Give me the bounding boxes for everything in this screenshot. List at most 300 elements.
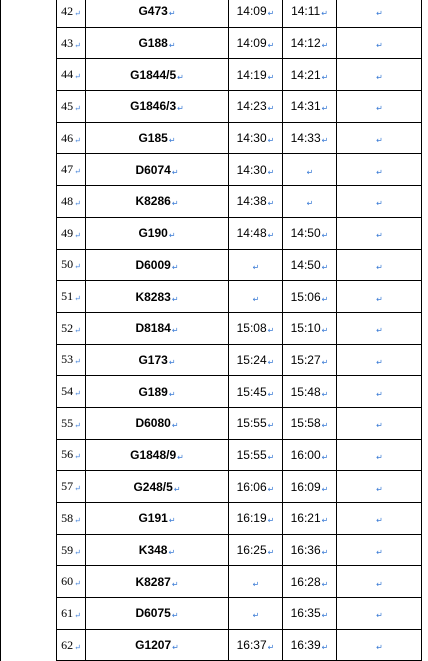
departure-time-cell	[283, 312, 337, 344]
paragraph-mark-icon: ↵	[267, 72, 275, 82]
train-number-cell	[86, 91, 229, 123]
departure-time-cell	[283, 439, 337, 471]
note-cell	[337, 566, 422, 598]
paragraph-mark-icon: ↵	[252, 579, 260, 589]
arrival-time-cell	[229, 281, 283, 313]
paragraph-mark-icon: ↵	[74, 547, 81, 557]
paragraph-mark-icon: ↵	[74, 262, 81, 272]
train-number-cell	[86, 59, 229, 91]
arrival-time-cell	[229, 0, 283, 27]
note-cell	[337, 312, 422, 344]
paragraph-mark-icon: ↵	[376, 9, 383, 19]
row-number-cell	[57, 27, 86, 59]
paragraph-mark-icon: ↵	[321, 357, 329, 367]
table-row	[57, 471, 422, 503]
paragraph-mark-icon: ↵	[376, 484, 383, 494]
row-number-cell	[57, 376, 86, 408]
arrival-time-text: 15:24	[236, 352, 267, 367]
train-number-cell	[86, 249, 229, 281]
train-number-cell	[86, 629, 229, 661]
paragraph-mark-icon: ↵	[376, 199, 383, 209]
arrival-time-cell	[229, 186, 283, 218]
departure-time-cell	[283, 281, 337, 313]
arrival-time-cell	[229, 566, 283, 598]
table-row	[57, 27, 422, 59]
table-row	[57, 281, 422, 313]
paragraph-mark-icon: ↵	[168, 389, 176, 399]
departure-time-text: 16:35	[290, 606, 321, 621]
table-row	[57, 503, 422, 535]
paragraph-mark-icon: ↵	[321, 516, 329, 526]
paragraph-mark-icon: ↵	[168, 231, 176, 241]
train-number-cell	[86, 154, 229, 186]
departure-time-text: 15:58	[290, 416, 321, 431]
note-cell	[337, 91, 422, 123]
row-number-text: 56	[61, 447, 74, 462]
note-cell	[337, 186, 422, 218]
arrival-time-cell	[229, 154, 283, 186]
row-number-cell	[57, 503, 86, 535]
arrival-time-cell	[229, 91, 283, 123]
paragraph-mark-icon: ↵	[376, 326, 383, 336]
departure-time-text: 14:21	[290, 67, 321, 82]
note-cell	[337, 59, 422, 91]
arrival-time-cell	[229, 503, 283, 535]
departure-time-cell	[283, 217, 337, 249]
train-number-text: D6080	[135, 416, 171, 431]
row-number-text: 53	[61, 352, 74, 367]
paragraph-mark-icon: ↵	[74, 135, 81, 145]
paragraph-mark-icon: ↵	[171, 294, 179, 304]
paragraph-mark-icon: ↵	[267, 326, 275, 336]
arrival-time-cell	[229, 122, 283, 154]
note-cell	[337, 27, 422, 59]
arrival-time-cell	[229, 598, 283, 630]
arrival-time-text: 14:09	[236, 36, 267, 51]
paragraph-mark-icon: ↵	[267, 167, 275, 177]
row-number-text: 47	[61, 162, 74, 177]
timetable-body	[57, 0, 422, 661]
paragraph-mark-icon: ↵	[74, 484, 81, 494]
train-number-text: G1207	[135, 638, 172, 653]
paragraph-mark-icon: ↵	[321, 643, 329, 653]
arrival-time-text: 16:06	[236, 479, 267, 494]
row-number-cell	[57, 534, 86, 566]
paragraph-mark-icon: ↵	[376, 262, 383, 272]
arrival-time-text: 16:19	[236, 511, 267, 526]
paragraph-mark-icon: ↵	[321, 104, 329, 114]
arrival-time-text: 15:55	[236, 416, 267, 431]
paragraph-mark-icon: ↵	[168, 516, 176, 526]
paragraph-mark-icon: ↵	[376, 643, 383, 653]
table-row	[57, 217, 422, 249]
row-number-cell	[57, 471, 86, 503]
paragraph-mark-icon: ↵	[171, 421, 179, 431]
departure-time-text: 14:33	[290, 131, 321, 146]
train-number-text: G1846/3	[130, 99, 177, 114]
arrival-time-text: 14:38	[236, 194, 267, 209]
row-number-cell	[57, 91, 86, 123]
paragraph-mark-icon: ↵	[267, 452, 275, 462]
paragraph-mark-icon: ↵	[321, 231, 329, 241]
arrival-time-cell	[229, 534, 283, 566]
train-number-cell	[86, 471, 229, 503]
arrival-time-cell	[229, 344, 283, 376]
paragraph-mark-icon: ↵	[267, 9, 275, 19]
paragraph-mark-icon: ↵	[74, 420, 81, 430]
train-number-cell	[86, 0, 229, 27]
table-row	[57, 59, 422, 91]
paragraph-mark-icon: ↵	[376, 452, 383, 462]
arrival-time-text: 14:30	[236, 131, 267, 146]
paragraph-mark-icon: ↵	[171, 326, 179, 336]
paragraph-mark-icon: ↵	[321, 262, 329, 272]
departure-time-cell	[283, 249, 337, 281]
row-number-text: 42	[61, 3, 74, 18]
paragraph-mark-icon: ↵	[267, 389, 275, 399]
paragraph-mark-icon: ↵	[252, 262, 260, 272]
paragraph-mark-icon: ↵	[171, 579, 179, 589]
paragraph-mark-icon: ↵	[376, 104, 383, 114]
departure-time-cell	[283, 407, 337, 439]
paragraph-mark-icon: ↵	[267, 136, 275, 146]
train-number-text: K348	[138, 543, 168, 558]
paragraph-mark-icon: ↵	[376, 389, 383, 399]
paragraph-mark-icon: ↵	[267, 41, 275, 51]
train-number-cell	[86, 122, 229, 154]
paragraph-mark-icon: ↵	[168, 41, 176, 51]
arrival-time-text: 15:55	[236, 447, 267, 462]
paragraph-mark-icon: ↵	[376, 611, 383, 621]
row-number-cell	[57, 598, 86, 630]
paragraph-mark-icon: ↵	[376, 294, 383, 304]
train-number-text: G188	[138, 36, 168, 51]
row-number-cell	[57, 344, 86, 376]
arrival-time-text: 15:08	[236, 321, 267, 336]
departure-time-text: 16:39	[290, 638, 321, 653]
departure-time-cell	[283, 629, 337, 661]
train-number-cell	[86, 598, 229, 630]
arrival-time-cell	[229, 249, 283, 281]
departure-time-text: 16:21	[290, 511, 321, 526]
paragraph-mark-icon: ↵	[376, 136, 383, 146]
table-row	[57, 407, 422, 439]
row-number-cell	[57, 439, 86, 471]
arrival-time-text: 14:09	[236, 4, 267, 19]
row-number-text: 55	[61, 415, 74, 430]
departure-time-text: 14:31	[290, 99, 321, 114]
paragraph-mark-icon: ↵	[321, 548, 329, 558]
table-row	[57, 344, 422, 376]
departure-time-cell	[283, 59, 337, 91]
departure-time-cell	[283, 122, 337, 154]
train-number-text: G473	[138, 4, 168, 19]
row-number-text: 54	[61, 384, 74, 399]
arrival-time-cell	[229, 59, 283, 91]
row-number-text: 58	[61, 510, 74, 525]
paragraph-mark-icon: ↵	[168, 548, 176, 558]
arrival-time-cell	[229, 439, 283, 471]
note-cell	[337, 598, 422, 630]
departure-time-text: 14:12	[290, 36, 321, 51]
note-cell	[337, 281, 422, 313]
paragraph-mark-icon: ↵	[376, 421, 383, 431]
paragraph-mark-icon: ↵	[74, 8, 81, 18]
table-row	[57, 534, 422, 566]
note-cell	[337, 534, 422, 566]
departure-time-text: 16:36	[290, 543, 321, 558]
table-row	[57, 186, 422, 218]
paragraph-mark-icon: ↵	[171, 262, 179, 272]
paragraph-mark-icon: ↵	[74, 167, 81, 177]
departure-time-text: 15:27	[290, 352, 321, 367]
train-number-cell	[86, 566, 229, 598]
departure-time-text: 16:28	[290, 574, 321, 589]
paragraph-mark-icon: ↵	[267, 357, 275, 367]
train-number-cell	[86, 407, 229, 439]
departure-time-cell	[283, 503, 337, 535]
train-number-text: G1844/5	[130, 67, 177, 82]
departure-time-cell	[283, 376, 337, 408]
paragraph-mark-icon: ↵	[267, 548, 275, 558]
row-number-text: 52	[61, 320, 74, 335]
paragraph-mark-icon: ↵	[74, 389, 81, 399]
table-row	[57, 376, 422, 408]
paragraph-mark-icon: ↵	[172, 643, 179, 653]
row-number-text: 43	[61, 35, 74, 50]
departure-time-cell	[283, 566, 337, 598]
paragraph-mark-icon: ↵	[74, 198, 81, 208]
train-number-cell	[86, 376, 229, 408]
paragraph-mark-icon: ↵	[376, 579, 383, 589]
arrival-time-cell	[229, 471, 283, 503]
paragraph-mark-icon: ↵	[321, 421, 329, 431]
note-cell	[337, 471, 422, 503]
paragraph-mark-icon: ↵	[267, 231, 275, 241]
paragraph-mark-icon: ↵	[321, 484, 329, 494]
row-number-cell	[57, 186, 86, 218]
row-number-cell	[57, 154, 86, 186]
paragraph-mark-icon: ↵	[267, 421, 275, 431]
paragraph-mark-icon: ↵	[74, 610, 81, 620]
note-cell	[337, 122, 422, 154]
paragraph-mark-icon: ↵	[267, 516, 275, 526]
paragraph-mark-icon: ↵	[321, 611, 329, 621]
paragraph-mark-icon: ↵	[321, 9, 328, 19]
paragraph-mark-icon: ↵	[74, 452, 81, 462]
train-number-text: G190	[138, 226, 168, 241]
departure-time-cell	[283, 91, 337, 123]
train-number-text: G191	[138, 511, 168, 526]
train-number-text: D6074	[135, 162, 171, 177]
paragraph-mark-icon: ↵	[376, 231, 383, 241]
paragraph-mark-icon: ↵	[74, 515, 81, 525]
row-number-text: 44	[61, 67, 74, 82]
train-number-text: K8286	[135, 194, 171, 209]
paragraph-mark-icon: ↵	[252, 611, 260, 621]
paragraph-mark-icon: ↵	[74, 230, 81, 240]
page-left-edge	[0, 0, 1, 661]
arrival-time-cell	[229, 629, 283, 661]
arrival-time-text: 16:37	[236, 638, 267, 653]
departure-time-text: 16:09	[290, 479, 321, 494]
table-row	[57, 629, 422, 661]
departure-time-cell	[283, 27, 337, 59]
paragraph-mark-icon: ↵	[321, 72, 329, 82]
paragraph-mark-icon: ↵	[267, 199, 275, 209]
note-cell	[337, 0, 422, 27]
row-number-text: 62	[61, 637, 74, 652]
paragraph-mark-icon: ↵	[177, 104, 184, 114]
paragraph-mark-icon: ↵	[177, 72, 184, 82]
train-number-text: K8283	[135, 289, 171, 304]
row-number-text: 45	[61, 98, 74, 113]
table-row	[57, 312, 422, 344]
train-number-text: D8184	[135, 321, 171, 336]
row-number-cell	[57, 59, 86, 91]
arrival-time-text: 14:23	[236, 99, 267, 114]
paragraph-mark-icon: ↵	[306, 167, 314, 177]
row-number-text: 61	[61, 605, 74, 620]
arrival-time-cell	[229, 27, 283, 59]
departure-time-cell	[283, 186, 337, 218]
departure-time-text: 15:10	[290, 321, 321, 336]
departure-time-cell	[283, 598, 337, 630]
paragraph-mark-icon: ↵	[74, 325, 81, 335]
row-number-cell	[57, 629, 86, 661]
departure-time-cell	[283, 154, 337, 186]
row-number-cell	[57, 312, 86, 344]
row-number-text: 57	[61, 479, 74, 494]
row-number-text: 51	[61, 289, 74, 304]
note-cell	[337, 407, 422, 439]
paragraph-mark-icon: ↵	[267, 104, 275, 114]
table-row	[57, 91, 422, 123]
departure-time-text: 15:06	[290, 289, 321, 304]
row-number-text: 49	[61, 225, 74, 240]
table-row	[57, 154, 422, 186]
note-cell	[337, 249, 422, 281]
train-number-cell	[86, 186, 229, 218]
paragraph-mark-icon: ↵	[321, 294, 329, 304]
paragraph-mark-icon: ↵	[74, 357, 81, 367]
note-cell	[337, 154, 422, 186]
row-number-text: 48	[61, 193, 74, 208]
paragraph-mark-icon: ↵	[177, 452, 184, 462]
paragraph-mark-icon: ↵	[171, 199, 179, 209]
train-number-cell	[86, 503, 229, 535]
arrival-time-cell	[229, 376, 283, 408]
paragraph-mark-icon: ↵	[376, 72, 383, 82]
departure-time-text: 16:00	[290, 447, 321, 462]
table-row	[57, 439, 422, 471]
paragraph-mark-icon: ↵	[321, 136, 329, 146]
train-number-cell	[86, 281, 229, 313]
paragraph-mark-icon: ↵	[376, 41, 383, 51]
train-number-text: D6075	[135, 606, 171, 621]
paragraph-mark-icon: ↵	[74, 642, 81, 652]
note-cell	[337, 217, 422, 249]
note-cell	[337, 629, 422, 661]
row-number-text: 59	[61, 542, 74, 557]
arrival-time-cell	[229, 312, 283, 344]
train-number-cell	[86, 217, 229, 249]
train-number-text: G189	[138, 384, 168, 399]
arrival-time-text: 16:25	[236, 543, 267, 558]
train-number-text: G1848/9	[130, 447, 177, 462]
paragraph-mark-icon: ↵	[74, 40, 81, 50]
paragraph-mark-icon: ↵	[267, 643, 275, 653]
row-number-text: 50	[61, 257, 74, 272]
table-row	[57, 122, 422, 154]
note-cell	[337, 439, 422, 471]
table-row	[57, 598, 422, 630]
note-cell	[337, 376, 422, 408]
row-number-cell	[57, 217, 86, 249]
table-row	[57, 0, 422, 27]
paragraph-mark-icon: ↵	[168, 357, 176, 367]
arrival-time-cell	[229, 407, 283, 439]
paragraph-mark-icon: ↵	[171, 167, 179, 177]
train-number-cell	[86, 27, 229, 59]
departure-time-text: 15:48	[290, 384, 321, 399]
train-timetable	[56, 0, 422, 661]
train-number-text: G248/5	[133, 479, 173, 494]
paragraph-mark-icon: ↵	[376, 516, 383, 526]
train-number-cell	[86, 439, 229, 471]
paragraph-mark-icon: ↵	[74, 103, 81, 113]
train-number-cell	[86, 344, 229, 376]
table-row	[57, 566, 422, 598]
paragraph-mark-icon: ↵	[321, 41, 329, 51]
row-number-cell	[57, 122, 86, 154]
paragraph-mark-icon: ↵	[74, 579, 81, 589]
arrival-time-text: 14:48	[236, 226, 267, 241]
paragraph-mark-icon: ↵	[376, 167, 383, 177]
arrival-time-text: 14:30	[236, 162, 267, 177]
paragraph-mark-icon: ↵	[306, 199, 314, 209]
table-row	[57, 249, 422, 281]
paragraph-mark-icon: ↵	[173, 484, 181, 494]
note-cell	[337, 503, 422, 535]
departure-time-text: 14:50	[290, 226, 321, 241]
train-number-text: G185	[138, 131, 168, 146]
paragraph-mark-icon: ↵	[321, 579, 329, 589]
paragraph-mark-icon: ↵	[252, 294, 260, 304]
train-number-text: K8287	[135, 574, 171, 589]
departure-time-text: 14:50	[290, 257, 321, 272]
paragraph-mark-icon: ↵	[168, 9, 176, 19]
arrival-time-text: 15:45	[236, 384, 267, 399]
paragraph-mark-icon: ↵	[376, 548, 383, 558]
paragraph-mark-icon: ↵	[171, 611, 179, 621]
paragraph-mark-icon: ↵	[74, 294, 81, 304]
paragraph-mark-icon: ↵	[74, 72, 81, 82]
train-number-text: G173	[138, 352, 168, 367]
paragraph-mark-icon: ↵	[321, 326, 329, 336]
paragraph-mark-icon: ↵	[267, 484, 275, 494]
train-number-cell	[86, 312, 229, 344]
train-number-cell	[86, 534, 229, 566]
note-cell	[337, 344, 422, 376]
train-number-text: D6009	[135, 257, 171, 272]
departure-time-text: 14:11	[291, 4, 321, 19]
paragraph-mark-icon: ↵	[168, 136, 176, 146]
row-number-cell	[57, 566, 86, 598]
row-number-cell	[57, 407, 86, 439]
row-number-text: 46	[61, 130, 74, 145]
departure-time-cell	[283, 0, 337, 27]
